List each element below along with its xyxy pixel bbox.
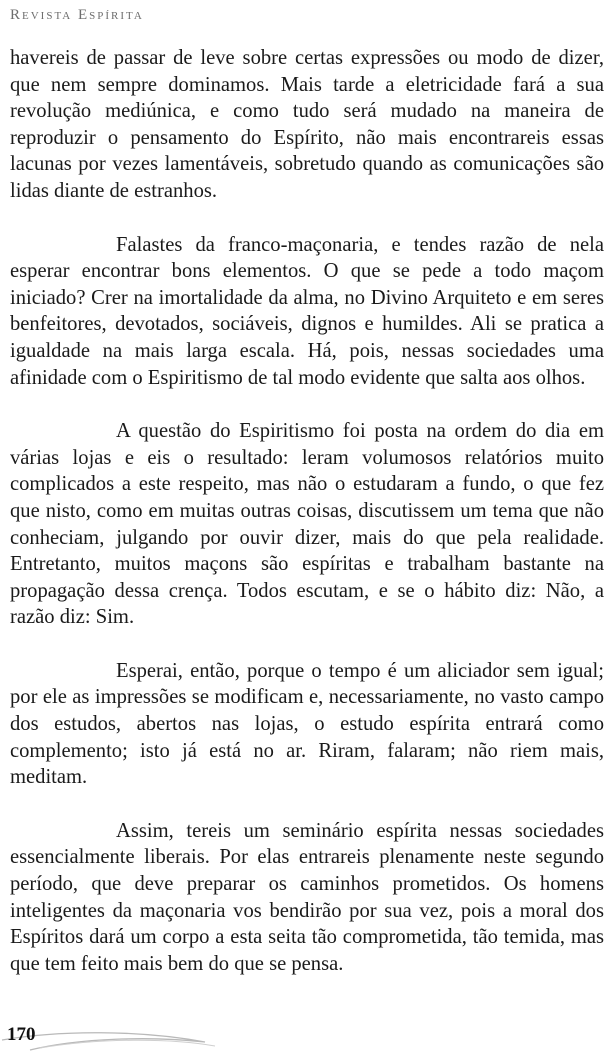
running-header: Revista Espírita bbox=[10, 7, 144, 23]
body-text bbox=[10, 45, 604, 977]
paragraph-2: Falastes da franco-maçonaria, e tendes razão de nela esperar encontrar bons elementos. O que se pede a todo maçom iniciado? Crer na imortalidade da alma, no Divino Arquiteto e em seres benfeitores, devotados, sociáveis, dignos e humildes. Ali se pratica a igualdade na mais larga escala. Há, pois, nessas sociedades uma afinidade com o Espiritismo de tal modo evidente que salta aos olhos. bbox=[10, 233, 604, 389]
paragraph-4: Esperai, então, porque o tempo é um aliciador sem igual; por ele as impressões se modificam e, necessariamente, no vasto campo dos estudos, abertos nas lojas, o estudo espírita entrará como complemento; isto já está no ar. Riram, falaram; não riem mais, meditam. bbox=[10, 659, 604, 789]
decorative-swoosh-icon bbox=[0, 1026, 260, 1056]
paragraph-3: A questão do Espiritismo foi posta na ordem do dia em várias lojas e eis o resultado: leram volumosos relatórios muito complicados a este respeito, mas não o estudaram a fundo, o que fez que nisto, como em muitas outras coisas, discutissem um tema que não conheciam, julgando por ouvir dizer, mais do que pela realidade. Entretanto, muitos maçons são espíritas e trabalham bastante na propagação dessa crença. Todos escutam, e se o hábito diz: Não, a razão diz: Sim. bbox=[10, 420, 604, 629]
paragraph-1: havereis de passar de leve sobre certas expressões ou modo de dizer, que nem sempre dominamos. Mais tarde a eletricidade fará a sua revolução mediúnica, e como tudo será mudado na maneira de reproduzir o pensamento do Espírito, não mais encontrareis essas lacunas por vezes lamentáveis, sobretudo quando as comunicações são lidas diante de estranhos. bbox=[10, 47, 604, 202]
page-number: 170 bbox=[7, 1024, 36, 1045]
paragraph-5: Assim, tereis um seminário espírita nessas sociedades essencialmente liberais. Por elas entrareis plenamente neste segundo período, que deve preparar os caminhos prometidos. Os homens inteligentes da maçonaria vos bendirão por sua vez, pois a moral dos Espíritos dará um corpo a esta seita tão comprometida, tão temida, mas que tem feito mais bem do que se pensa. bbox=[10, 819, 604, 975]
